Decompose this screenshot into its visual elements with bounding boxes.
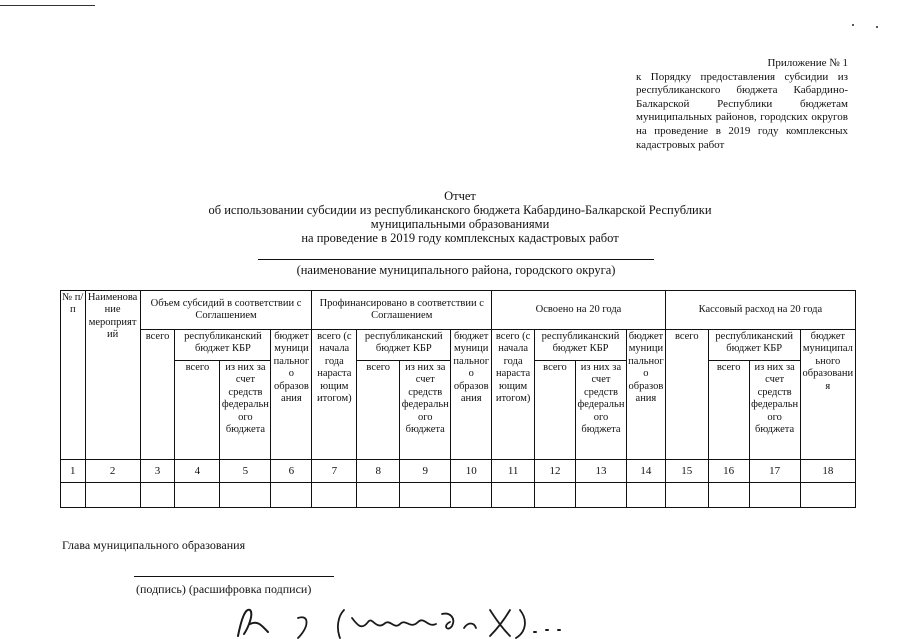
- column-number: 14: [627, 460, 666, 483]
- column-number: 3: [140, 460, 175, 483]
- table-cell: [800, 483, 855, 508]
- column-number: 15: [665, 460, 708, 483]
- report-title: Отчет: [444, 189, 476, 203]
- column-number: 12: [535, 460, 576, 483]
- table-cell: [140, 483, 175, 508]
- table-cell: [400, 483, 451, 508]
- column-number: 8: [357, 460, 400, 483]
- financed-total-header: всего (с начала года нарастающим итогом): [312, 330, 357, 460]
- table-cell: [271, 483, 312, 508]
- financed-rep-all: всего: [357, 361, 400, 460]
- scan-top-line: [0, 5, 95, 6]
- cash-mun-header: бюджет муниципального образования: [800, 330, 855, 460]
- column-number: 11: [492, 460, 535, 483]
- cash-rep-header: республиканский бюджет КБР: [708, 330, 800, 361]
- table-cell: [749, 483, 800, 508]
- column-number: 5: [220, 460, 271, 483]
- table-cell: [535, 483, 576, 508]
- report-subtitle-3: на проведение в 2019 году комплексных кадастровых работ: [301, 231, 619, 245]
- appendix-block: [636, 57, 848, 152]
- table-cell: [175, 483, 220, 508]
- municipality-name-line: [258, 259, 654, 260]
- subsidy-rep-header: республиканский бюджет КБР: [175, 330, 271, 361]
- scan-speck: [876, 26, 878, 28]
- signature-caption: (подпись) (расшифровка подписи): [136, 582, 312, 596]
- column-number: 18: [800, 460, 855, 483]
- report-table: [60, 290, 856, 508]
- subsidy-mun-header: бюджет муниципального образования: [271, 330, 312, 460]
- financed-mun-header: бюджет муниципального образования: [451, 330, 492, 460]
- table-cell: [708, 483, 749, 508]
- mastered-total-header: всего (с начала года нарастающим итогом): [492, 330, 535, 460]
- subsidy-rep-fed: из них за счет средств федерального бюджета: [220, 361, 271, 460]
- table-cell: [575, 483, 626, 508]
- column-number: 9: [400, 460, 451, 483]
- subsidy-total-header: всего: [140, 330, 175, 460]
- appendix-number: Приложение № 1: [767, 57, 848, 69]
- table-cell: [451, 483, 492, 508]
- table-cell: [61, 483, 86, 508]
- table-cell: [627, 483, 666, 508]
- cash-total-header: всего: [665, 330, 708, 460]
- column-number-row: [61, 460, 856, 483]
- cash-rep-all: всего: [708, 361, 749, 460]
- group-financed-header: Профинансировано в соответствии с Соглашением: [312, 291, 492, 330]
- group-mastered-header: Освоено на 20 года: [492, 291, 666, 330]
- table-row: [61, 483, 856, 508]
- column-number: 17: [749, 460, 800, 483]
- scan-speck: [852, 24, 854, 26]
- table-cell: [357, 483, 400, 508]
- table-cell: [665, 483, 708, 508]
- handwritten-signature: [228, 596, 588, 639]
- subsidy-rep-all: всего: [175, 361, 220, 460]
- column-number: 4: [175, 460, 220, 483]
- table-cell: [220, 483, 271, 508]
- report-subtitle: об использовании субсидии из республиканского бюджета Кабардино-Балкарской Республики: [208, 203, 712, 217]
- table-cell: [312, 483, 357, 508]
- appendix-text: к Порядку предоставления субсидии из республиканского бюджета Кабардино-Балкарской Республики бюджетам муниципальных районов, городских округов на проведение в 2019 году комплексных кадастровых работ: [636, 70, 848, 151]
- mastered-rep-header: республиканский бюджет КБР: [535, 330, 627, 361]
- mastered-mun-header: бюджет муниципального образования: [627, 330, 666, 460]
- table-cell: [85, 483, 140, 508]
- column-number: 16: [708, 460, 749, 483]
- col-number-header: № п/п: [61, 291, 86, 460]
- head-label: Глава муниципального образования: [62, 538, 246, 552]
- report-subtitle-2: муниципальными образованиями: [370, 217, 550, 231]
- column-number: 10: [451, 460, 492, 483]
- financed-rep-fed: из них за счет средств федерального бюджета: [400, 361, 451, 460]
- financed-rep-header: республиканский бюджет КБР: [357, 330, 451, 361]
- column-number: 6: [271, 460, 312, 483]
- column-number: 7: [312, 460, 357, 483]
- mastered-rep-all: всего: [535, 361, 576, 460]
- signature-line: [134, 576, 334, 577]
- mastered-rep-fed: из них за счет средств федерального бюджета: [575, 361, 626, 460]
- group-cash-header: Кассовый расход на 20 года: [665, 291, 855, 330]
- column-number: 13: [575, 460, 626, 483]
- column-number: 2: [85, 460, 140, 483]
- group-subsidy-header: Объем субсидий в соответствии с Соглашением: [140, 291, 312, 330]
- table-cell: [492, 483, 535, 508]
- municipality-caption: (наименование муниципального района, городского округа): [296, 263, 616, 277]
- col-name-header: Наименование мероприятий: [85, 291, 140, 460]
- column-number: 1: [61, 460, 86, 483]
- cash-rep-fed: из них за счет средств федерального бюджета: [749, 361, 800, 460]
